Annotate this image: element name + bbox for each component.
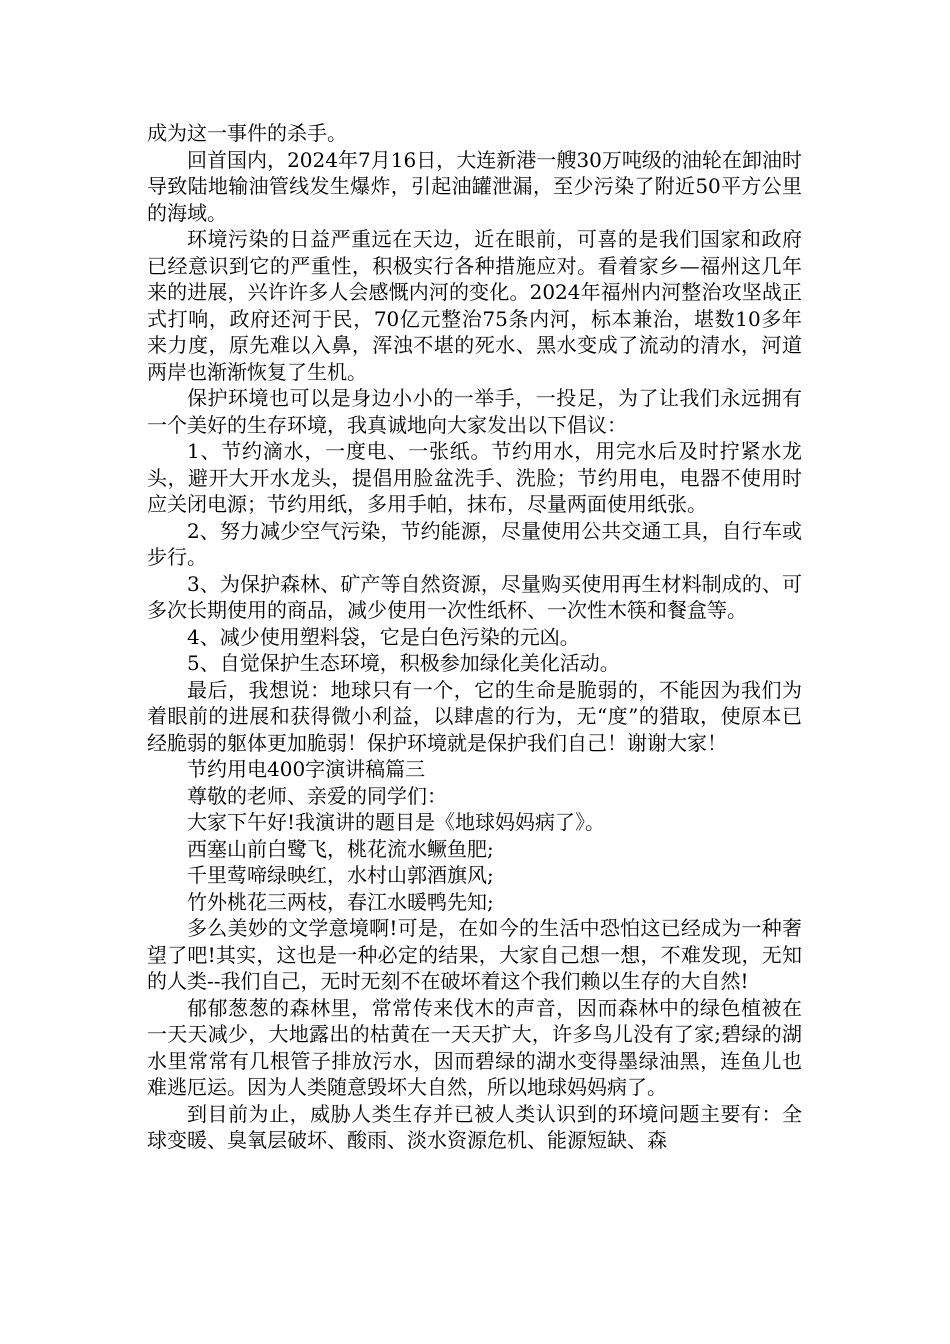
paragraph-initiative-5: 5、自觉保护生态环境，积极参加绿化美化活动。 [187,651,620,675]
speech-opening: 大家下午好!我演讲的题目是《地球妈妈病了》。 [187,810,606,834]
paragraph-literary-mood: 多么美妙的文学意境啊!可是，在如今的生活中恐怕这已经成为一种奢望了吧!其实，这也是一种必定的结果，大家自己想一想，不难发现，无知的人类--我们自己，无时无刻不在破坏着这个我们赖以生存的大自然! [147,916,802,993]
paragraph-forest-lake: 郁郁葱葱的森林里，常常传来伐木的声音，因而森林中的绿色植被在一天天减少，大地露出的枯黄在一天天扩大，许多鸟儿没有了家;碧绿的湖水里常常有几根管子排放污水，因而碧绿的湖水变得墨绿油黑，连鱼儿也难逃厄运。因为人类随意毁坏大自然，所以地球妈妈病了。 [147,995,802,1099]
paragraph-initiative-4: 4、减少使用塑料袋，它是白色污染的元凶。 [187,624,580,649]
poem-line-1: 西塞山前白鹭飞，桃花流水鳜鱼肥; [187,836,494,861]
poem-line-3: 竹外桃花三两枝，春江水暖鸭先知; [187,889,494,914]
paragraph-initiative-1: 1、节约滴水，一度电、一张纸。节约用水，用完水后及时拧紧水龙头，避开大开水龙头，提倡用脸盆洗手、洗脸；节约用电，电器不使用时应关闭电源；节约用纸，多用手帕，抹布，尽量两面使用纸张。 [147,439,802,516]
paragraph-initiative-3: 3、为保护森林、矿产等自然资源，尽量购买使用再生材料制成的、可多次长期使用的商品，减少使用一次性纸杯、一次性木筷和餐盒等。 [147,571,802,622]
paragraph-closing: 最后，我想说：地球只有一个，它的生命是脆弱的，不能因为我们为着眼前的进展和获得微小利益，以肆虐的行为，无“度”的猎取，使原本已经脆弱的躯体更加脆弱！保护环境就是保护我们自己！谢谢大家！ [147,677,802,755]
paragraph-continuation: 成为这一事件的杀手。 [147,121,347,145]
section-title: 节约用电400字演讲稿篇三 [187,757,426,781]
paragraph-fuzhou-river: 环境污染的日益严重远在天边，近在眼前，可喜的是我们国家和政府已经意识到它的严重性，积极实行各种措施应对。看着家乡—福州这几年来的进展，兴许许多人会感慨内河的变化。2024年福州内河整治攻坚战正式打响，政府还河于民，70亿元整治75条内河，标本兼治，堪数10多年来力度，原先难以入鼻，浑浊不堪的死水、黑水变成了流动的清水，河道两岸也渐渐恢复了生机。 [147,227,802,384]
document-body [147,120,802,1154]
poem-line-2: 千里莺啼绿映红，水村山郭酒旗风; [187,863,494,887]
greeting: 尊敬的老师、亲爱的同学们： [187,783,447,808]
paragraph-environment-problems: 到目前为止，威胁人类生存并已被人类认识到的环境问题主要有：全球变暖、臭氧层破坏、酸雨、淡水资源危机、能源短缺、森 [147,1101,802,1152]
paragraph-initiative-2: 2、努力减少空气污染，节约能源，尽量使用公共交通工具，自行车或步行。 [147,518,802,569]
paragraph-dalian-incident: 回首国内，2024年7月16日，大连新港一艘30万吨级的油轮在卸油时导致陆地输油管线发生爆炸，引起油罐泄漏，至少污染了附近50平方公里的海域。 [147,147,802,225]
paragraph-initiative-intro: 保护环境也可以是身边小小的一举手，一投足，为了让我们永远拥有一个美好的生存环境，我真诚地向大家发出以下倡议： [147,386,802,437]
